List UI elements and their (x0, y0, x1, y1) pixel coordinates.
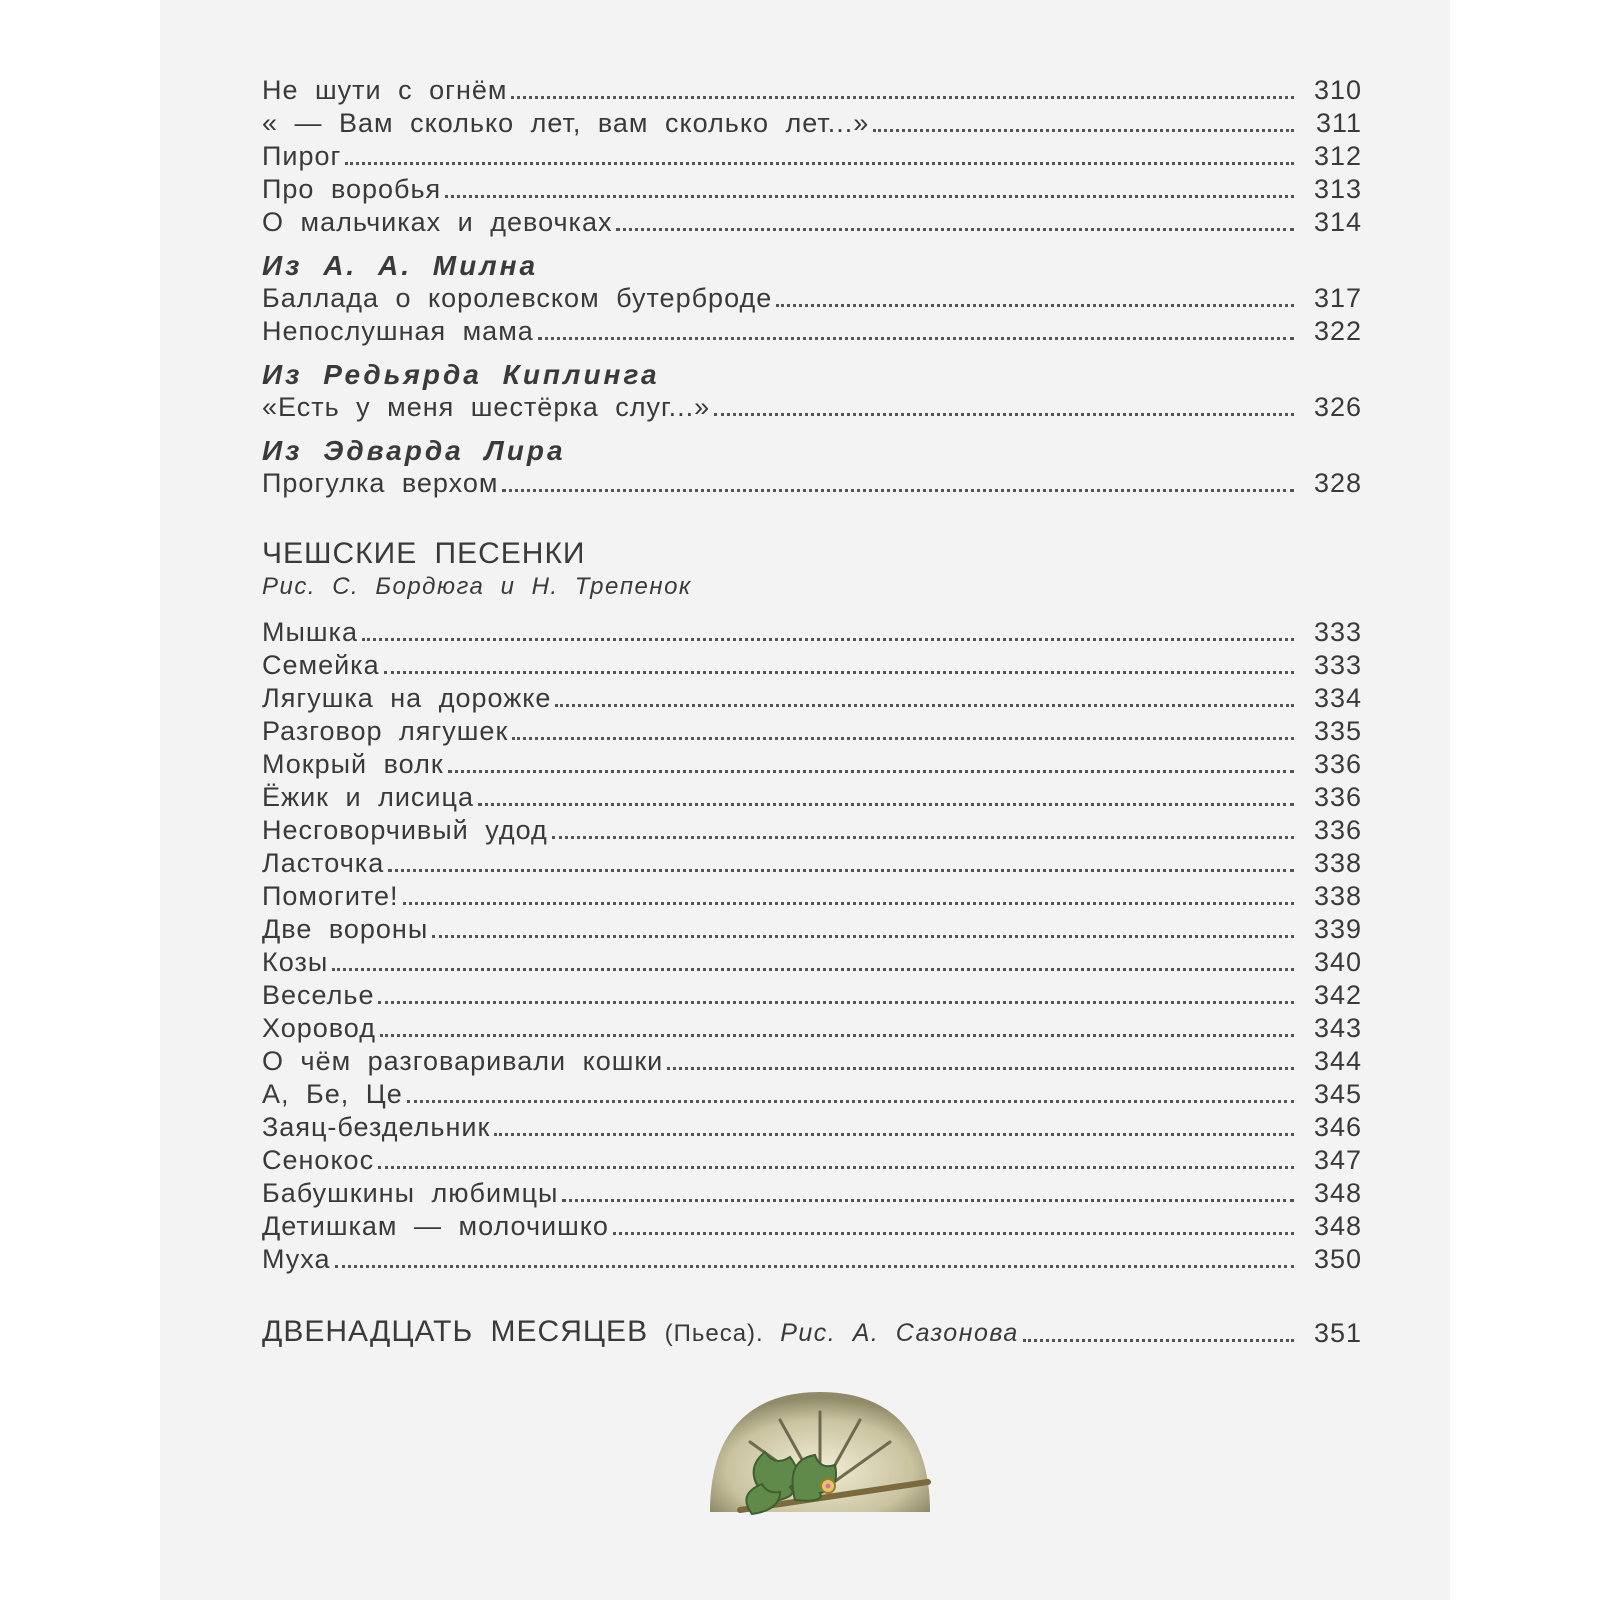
toc-entry[interactable] (262, 946, 1362, 979)
dot-leader (552, 836, 1294, 839)
dot-leader (873, 129, 1294, 132)
toc-group-czech (262, 616, 1362, 1276)
dot-leader (494, 1133, 1294, 1136)
toc-entry-title: Заяц-бездельник (262, 1112, 491, 1142)
toc-entry-title: Помогите! (262, 881, 399, 911)
page-number: 322 (1313, 316, 1362, 346)
toc-group-lear (262, 467, 1362, 500)
page-number: 346 (1313, 1112, 1362, 1142)
toc-entry-title: « — Вам сколько лет, вам сколько лет...» (262, 108, 870, 138)
dot-leader (380, 1034, 1294, 1037)
section-heading-kipling: Из Редьярда Киплинга (262, 359, 660, 390)
toc-entry-title: Непослушная мама (262, 316, 534, 346)
toc-entry[interactable] (262, 1078, 1362, 1111)
dot-leader (448, 770, 1294, 773)
page-number: 342 (1313, 980, 1362, 1010)
toc-entry-title: А, Бе, Це (262, 1079, 403, 1109)
page-number: 339 (1313, 914, 1362, 944)
toc-entry-title: Семейка (262, 650, 380, 680)
toc-entry[interactable] (262, 1210, 1362, 1243)
page-number: 348 (1313, 1178, 1362, 1208)
page-number: 311 (1315, 108, 1362, 138)
dot-leader (1023, 1339, 1294, 1342)
dot-leader (667, 1067, 1294, 1070)
toc-entry-title: О чём разговаривали кошки (262, 1046, 664, 1076)
toc-entry[interactable] (262, 913, 1362, 946)
toc-group-poems (262, 74, 1362, 239)
dot-leader (345, 162, 1294, 165)
page-number: 314 (1313, 207, 1362, 237)
toc-entry[interactable] (262, 814, 1362, 847)
dot-leader (335, 1265, 1294, 1268)
dot-leader (478, 803, 1294, 806)
page-number: 326 (1313, 392, 1362, 422)
toc-entry[interactable] (262, 616, 1362, 649)
section-heading-lear: Из Эдварда Лира (262, 435, 566, 466)
page-number: 345 (1313, 1079, 1362, 1109)
dot-leader (512, 737, 1294, 740)
dot-leader (388, 869, 1294, 872)
toc-entry-title: Не шути с огнём (262, 75, 508, 105)
page-number: 344 (1313, 1046, 1362, 1076)
section-subtitle-illustrators: Рис. С. Бордюга и Н. Трепенок (262, 573, 692, 600)
toc-entry-title (262, 1315, 1023, 1350)
toc-entry-twelve-months[interactable] (262, 1310, 1362, 1350)
dot-leader (403, 902, 1294, 905)
toc-entry[interactable] (262, 682, 1362, 715)
toc-group-kipling (262, 391, 1362, 424)
toc-entry-title: Пирог (262, 141, 342, 171)
page-number: 340 (1313, 947, 1362, 977)
dot-leader (538, 337, 1294, 340)
toc-entry-title: Веселье (262, 980, 375, 1010)
toc-entry[interactable] (262, 107, 1362, 140)
page-number: 333 (1313, 650, 1362, 680)
dot-leader (407, 1100, 1294, 1103)
toc-entry[interactable] (262, 1111, 1362, 1144)
toc-entry-title: Ласточка (262, 848, 385, 878)
toc-entry[interactable] (262, 391, 1362, 424)
toc-entry[interactable] (262, 282, 1362, 315)
dot-leader (613, 1232, 1294, 1235)
table-of-contents (262, 74, 1362, 1350)
toc-entry[interactable] (262, 140, 1362, 173)
toc-entry-title: Ёжик и лисица (262, 782, 474, 812)
toc-entry[interactable] (262, 173, 1362, 206)
toc-entry[interactable] (262, 1144, 1362, 1177)
page-number: 348 (1313, 1211, 1362, 1241)
toc-entry[interactable] (262, 315, 1362, 348)
section-title-czech-songs: ЧЕШСКИЕ ПЕСЕНКИ (262, 537, 586, 570)
toc-entry-title: Две вороны (262, 914, 429, 944)
toc-entry-title: О мальчиках и девочках (262, 207, 613, 237)
toc-entry[interactable] (262, 1012, 1362, 1045)
toc-entry-title: Несговорчивый удод (262, 815, 548, 845)
oak-leaf-ring-icon (700, 1382, 940, 1528)
page-number: 347 (1313, 1145, 1362, 1175)
toc-entry[interactable] (262, 467, 1362, 500)
dot-leader (378, 1166, 1294, 1169)
page-number: 351 (1313, 1318, 1362, 1348)
toc-entry-title: «Есть у меня шестёрка слуг...» (262, 392, 711, 422)
toc-entry[interactable] (262, 1177, 1362, 1210)
page-number: 317 (1313, 283, 1362, 313)
play-title: ДВЕНАДЦАТЬ МЕСЯЦЕВ (262, 1315, 649, 1348)
page-number: 328 (1313, 468, 1362, 498)
toc-entry[interactable] (262, 748, 1362, 781)
toc-entry[interactable] (262, 1045, 1362, 1078)
dot-leader (378, 1001, 1294, 1004)
toc-entry-title: Баллада о королевском бутерброде (262, 283, 773, 313)
dot-leader (511, 96, 1294, 99)
toc-entry[interactable] (262, 715, 1362, 748)
page-number: 350 (1313, 1244, 1362, 1274)
dot-leader (432, 935, 1294, 938)
toc-entry[interactable] (262, 847, 1362, 880)
section-heading-milne: Из А. А. Милна (262, 250, 539, 281)
dot-leader (332, 968, 1294, 971)
page-number: 336 (1313, 815, 1362, 845)
toc-entry-title: Муха (262, 1244, 331, 1274)
toc-entry[interactable] (262, 649, 1362, 682)
toc-entry-title: Про воробья (262, 174, 442, 204)
toc-entry-title: Мокрый волк (262, 749, 444, 779)
dot-leader (555, 704, 1294, 707)
page-number: 312 (1313, 141, 1362, 171)
toc-entry[interactable] (262, 1243, 1362, 1276)
toc-entry-title: Бабушкины любимцы (262, 1178, 559, 1208)
toc-entry-title: Сенокос (262, 1145, 375, 1175)
dot-leader (502, 489, 1294, 492)
dot-leader (776, 304, 1294, 307)
page-number: 313 (1313, 174, 1362, 204)
toc-entry-title: Лягушка на дорожке (262, 683, 552, 713)
page-number: 336 (1313, 749, 1362, 779)
toc-entry[interactable] (262, 781, 1362, 814)
dot-leader (445, 195, 1294, 198)
toc-entry-title: Мышка (262, 617, 358, 647)
page-number: 343 (1313, 1013, 1362, 1043)
dot-leader (714, 413, 1294, 416)
page-number: 335 (1313, 716, 1362, 746)
dot-leader (384, 671, 1294, 674)
toc-entry-title: Разговор лягушек (262, 716, 509, 746)
toc-entry[interactable] (262, 880, 1362, 913)
page-number: 338 (1313, 881, 1362, 911)
page-number: 310 (1313, 75, 1362, 105)
dot-leader (562, 1199, 1294, 1202)
play-genre: (Пьеса). (664, 1320, 764, 1347)
toc-entry-title: Хоровод (262, 1013, 376, 1043)
page-number: 333 (1313, 617, 1362, 647)
toc-entry[interactable] (262, 206, 1362, 239)
toc-entry-title: Прогулка верхом (262, 468, 499, 498)
dot-leader (616, 228, 1294, 231)
page-number: 338 (1313, 848, 1362, 878)
toc-entry-title: Козы (262, 947, 329, 977)
page-number: 336 (1313, 782, 1362, 812)
toc-entry-title: Детишкам — молочишко (262, 1211, 609, 1241)
toc-group-milne (262, 282, 1362, 348)
toc-entry[interactable] (262, 979, 1362, 1012)
dot-leader (362, 638, 1294, 641)
toc-entry[interactable] (262, 74, 1362, 107)
play-illustrator: Рис. А. Сазонова (780, 1319, 1019, 1347)
page-number: 334 (1313, 683, 1362, 713)
